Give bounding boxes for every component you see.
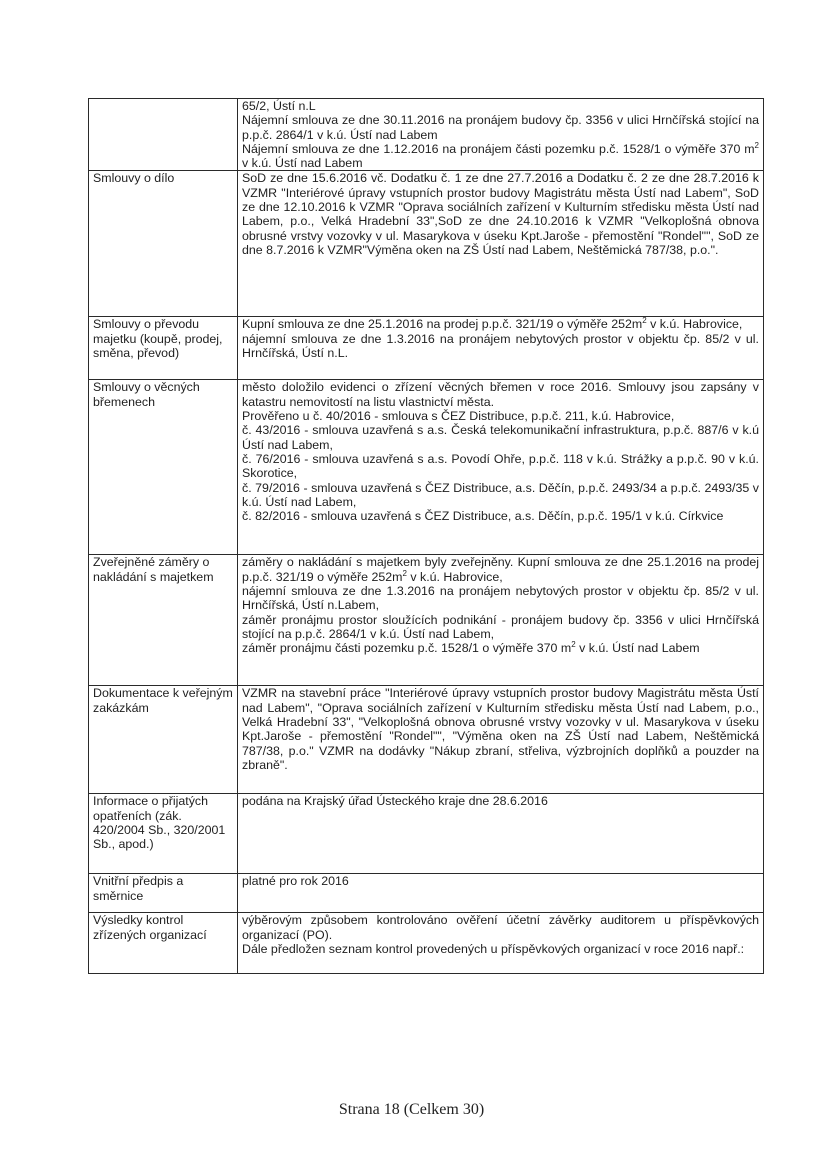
content-line: Kupní smlouva ze dne 25.1.2016 na prodej p.p.č. 321/19 o výměře $252m^2$ v k.ú. Habrovice, bbox=[242, 316, 743, 332]
page-footer: Strana 18 (Celkem 30) bbox=[338, 1101, 485, 1118]
table-row bbox=[89, 555, 764, 686]
row-content bbox=[238, 913, 764, 974]
content-line: nájemní smlouva ze dne 1.3.2016 na pronájem nebytových prostor v objektu čp. 85/2 v ul. Hrnčířská, Ústí n.L. bbox=[242, 331, 759, 361]
content-line: Prověřeno u č. 40/2016 - smlouva s ČEZ Distribuce, p.p.č. 211, k.ú. Habrovice, bbox=[242, 409, 675, 424]
row-content bbox=[238, 874, 764, 913]
row-content bbox=[238, 171, 764, 317]
content-line: záměr pronájmu části pozemku p.č. 1528/1 o výměře 370 $m^2$ v k.ú. Ústí nad Labem bbox=[242, 640, 700, 656]
content-line: č. 82/2016 - smlouva uzavřená s ČEZ Distribuce, a.s. Děčín, p.p.č. 195/1 v k.ú. Církvice bbox=[242, 509, 724, 524]
content-line: SoD ze dne 15.6.2016 vč. Dodatku č. 1 ze dne 27.7.2016 a Dodatku č. 2 ze dne 28.7.2016 k VZMR "Interiérové úpravy vstupních prostor budovy Magistrátu města Ústí nad Labem", SoD ze dne 12.10.2016 k VZMR "Oprava sociálních zařízení v Kulturním středisku města Ústí nad Labem, p.o., Velká Hradební 33",SoD ze dne 24.10.2016 k VZMR "Velkoplošná obnova obrusné vrstvy vozovky v ul. Masarykova v úseku Kpt.Jaroše - přemostění "Rondel"", SoD ze dne 8.7.2016 k VZMR"Výměna oken na ZŠ Ústí nad Labem, Neštěmická 787/38, p.o.". bbox=[242, 171, 759, 257]
content-line: Nájemní smlouva ze dne 30.11.2016 na pronájem budovy čp. 3356 v ulici Hrnčířská stojící na p.p.č. 2864/1 v k.ú. Ústí nad Labem bbox=[242, 113, 759, 142]
row-label: Informace o přijatých opatřeních (zák. 420/2004 Sb., 320/2001 Sb., apod.) bbox=[89, 794, 238, 874]
row-label: Smlouvy o věcných břemenech bbox=[89, 380, 238, 555]
table-row bbox=[89, 317, 764, 380]
content-line: 65/2, Ústí n.L bbox=[242, 99, 316, 113]
content-line: podána na Krajský úřad Ústeckého kraje dne 28.6.2016 bbox=[242, 794, 548, 809]
content-line: č. 79/2016 - smlouva uzavřená s ČEZ Distribuce, a.s. Děčín, p.p.č. 2493/34 a p.p.č. 2493/35 v k.ú. Ústí nad Labem, bbox=[242, 480, 759, 509]
review-table-body bbox=[89, 99, 764, 974]
table-row bbox=[89, 171, 764, 317]
content-line: Dále předložen seznam kontrol provedených u příspěvkových organizací v roce 2016 např.: bbox=[242, 942, 745, 957]
row-content bbox=[238, 99, 764, 171]
table-row bbox=[89, 874, 764, 913]
table-row bbox=[89, 794, 764, 874]
review-table bbox=[88, 98, 764, 974]
content-line: záměry o nakládání s majetkem byly zveřejněny. Kupní smlouva ze dne 25.1.2016 na prodej p.p.č. 321/19 o výměře $252m^2$ v k.ú. Habrovice, bbox=[242, 555, 759, 584]
row-label: Vnitřní předpis a směrnice bbox=[89, 874, 238, 913]
row-content bbox=[238, 380, 764, 555]
row-label: Smlouvy o dílo bbox=[89, 171, 238, 317]
row-label bbox=[89, 99, 238, 171]
row-label: Smlouvy o převodu majetku (koupě, prodej, směna, převod) bbox=[89, 317, 238, 380]
content-line: výběrovým způsobem kontrolováno ověření účetní závěrky auditorem u příspěvkových organizací (PO). bbox=[242, 913, 759, 942]
content-line: č. 43/2016 - smlouva uzavřená s a.s. Česká telekomunikační infrastruktura, p.p.č. 887/6 v k.ú Ústí nad Labem, bbox=[242, 423, 759, 452]
table-row bbox=[89, 99, 764, 171]
row-label: Výsledky kontrol zřízených organizací bbox=[89, 913, 238, 974]
content-line: záměr pronájmu prostor sloužících podnikání - pronájem budovy čp. 3356 v ulici Hrnčířská stojící na p.p.č. 2864/1 v k.ú. Ústí nad Labem, bbox=[242, 612, 759, 641]
content-line: VZMR na stavební práce "Interiérové úpravy vstupních prostor budovy Magistrátu města Ústí nad Labem", "Oprava sociálních zařízení v Kulturním středisku města Ústí nad Labem, p.o., Velká Hradební 33", "Velkoplošná obnova obrusné vrstvy vozovky v ul. Masarykova v úseku Kpt.Jaroše - přemostění "Rondel"", "Výměna oken na ZŠ Ústí nad Labem, Neštěmická 787/38, p.o." VZMR na dodávky "Nákup zbraní, střeliva, výzbrojních doplňků a pouzder na zbraně". bbox=[242, 686, 759, 772]
row-label: Zveřejněné záměry o nakládání s majetkem bbox=[89, 555, 238, 686]
row-content bbox=[238, 555, 764, 686]
content-line: město doložilo evidenci o zřízení věcných břemen v roce 2016. Smlouvy jsou zapsány v katastru nemovitostí na listu vlastnictví města. bbox=[242, 380, 759, 409]
content-line: č. 76/2016 - smlouva uzavřená s a.s. Povodí Ohře, p.p.č. 118 v k.ú. Strážky a p.p.č. 90 v k.ú. Skorotice, bbox=[242, 451, 759, 481]
row-content bbox=[238, 317, 764, 380]
table-row bbox=[89, 380, 764, 555]
content-line: Nájemní smlouva ze dne 1.12.2016 na pronájem části pozemku p.č. 1528/1 o výměře 370 $m^2$ v k.ú. Ústí nad Labem bbox=[242, 140, 759, 171]
row-content bbox=[238, 686, 764, 794]
row-content bbox=[238, 794, 764, 874]
table-row bbox=[89, 913, 764, 974]
row-label: Dokumentace k veřejným zakázkám bbox=[89, 686, 238, 794]
table-row bbox=[89, 686, 764, 794]
content-line: platné pro rok 2016 bbox=[242, 874, 349, 889]
content-line: nájemní smlouva ze dne 1.3.2016 na pronájem nebytových prostor v objektu čp. 85/2 v ul. Hrnčířská, Ústí n.Labem, bbox=[242, 584, 759, 613]
